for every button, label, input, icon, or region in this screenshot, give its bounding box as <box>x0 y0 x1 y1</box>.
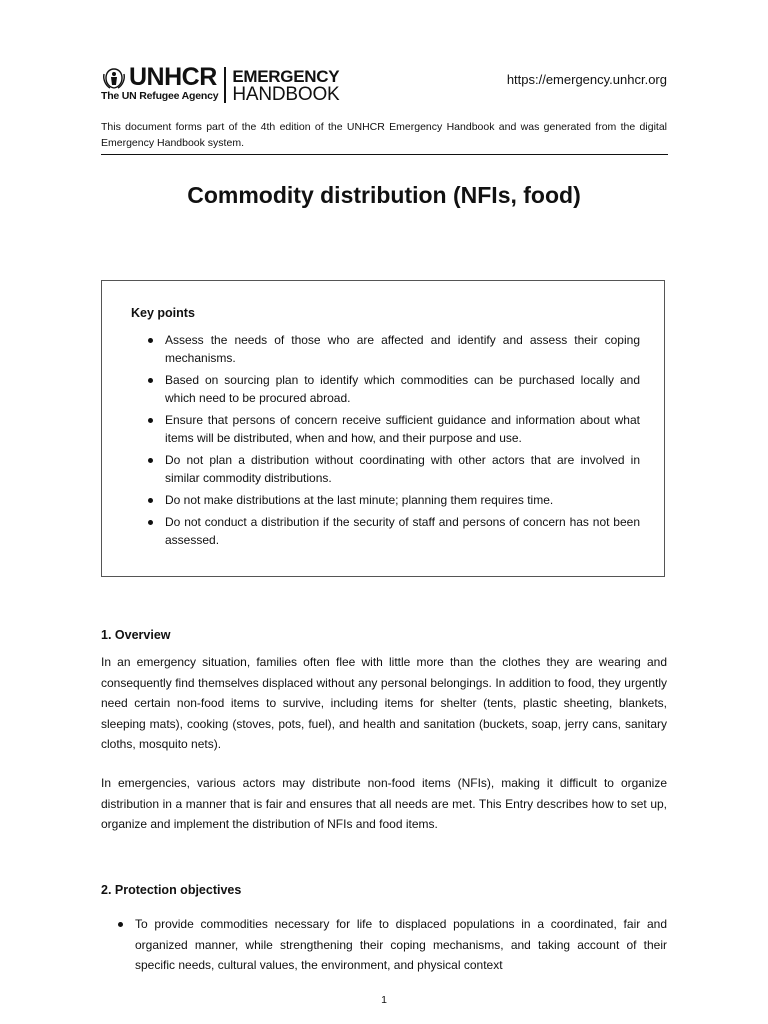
key-point-text: Based on sourcing plan to identify which commodities can be purchased locally and which need to be procured abroad. <box>165 373 640 405</box>
bullet-icon <box>148 418 153 423</box>
key-points-box <box>101 280 665 577</box>
bullet-icon <box>148 520 153 525</box>
protection-objectives-list <box>118 914 667 976</box>
unhcr-emergency-handbook-logo <box>101 64 340 104</box>
intro-note: This document forms part of the 4th edition of the UNHCR Emergency Handbook and was generated from the digital Emergency Handbook system. <box>101 121 667 149</box>
org-name: UNHCR <box>129 63 217 91</box>
key-point-text: Ensure that persons of concern receive sufficient guidance and information about what items will be distributed, when and how, and their purpose and use. <box>165 413 640 445</box>
overview-heading: 1. Overview <box>101 628 171 642</box>
logo-divider <box>224 67 226 103</box>
overview-paragraph: In an emergency situation, families often flee with little more than the clothes they are wearing and consequently find themselves displaced without any personal belongings. In addition to food, they urgently need certain non-food items to survive, including items for shelter (tents, plastic sheeting, blankets, sleeping mats), cooking (stoves, pots, fuel), and health and sanitation (buckets, soap, jerry cans, sanitary cloths, mosquito nets). <box>101 655 667 751</box>
key-point-item <box>148 491 640 509</box>
bullet-icon <box>148 338 153 343</box>
protection-objectives-heading: 2. Protection objectives <box>101 883 242 897</box>
handbook-name-line2: HANDBOOK <box>232 84 340 105</box>
key-point-text: Do not conduct a distribution if the security of staff and persons of concern has not been assessed. <box>165 515 640 547</box>
bullet-icon <box>148 458 153 463</box>
bullet-icon <box>148 498 153 503</box>
key-point-text: Do not plan a distribution without coordinating with other actors that are involved in similar commodity distributions. <box>165 453 640 485</box>
header-divider <box>101 154 668 155</box>
protection-objective-item <box>118 914 667 976</box>
handbook-name-block <box>232 64 339 104</box>
key-point-text: Do not make distributions at the last minute; planning them requires time. <box>165 493 554 507</box>
org-tagline: The UN Refugee Agency <box>101 90 219 102</box>
key-point-item <box>148 331 640 367</box>
key-points-list <box>148 331 640 553</box>
overview-paragraph: In emergencies, various actors may distribute non-food items (NFIs), making it difficult to organize distribution in a manner that is fair and ensures that all needs are met. This Entry describes how to set up, organize and implement the distribution of NFIs and food items. <box>101 776 667 831</box>
key-point-text: Assess the needs of those who are affected and identify and assess their coping mechanisms. <box>165 333 640 365</box>
bullet-icon <box>148 378 153 383</box>
page-number: 1 <box>381 994 387 1006</box>
key-point-item <box>148 513 640 549</box>
page-header <box>101 64 667 106</box>
handbook-name-line1: EMERGENCY <box>232 67 340 86</box>
key-point-item <box>148 371 640 407</box>
key-point-item <box>148 411 640 447</box>
key-point-item <box>148 451 640 487</box>
bullet-icon <box>118 922 123 927</box>
protection-objective-text: To provide commodities necessary for life to displaced populations in a coordinated, fair and organized manner, while strengthening their coping mechanisms, and taking account of their specific needs, cultural values, the environment, and physical context <box>135 917 667 972</box>
org-name-block <box>101 63 219 102</box>
key-points-heading: Key points <box>131 306 195 320</box>
page-title: Commodity distribution (NFIs, food) <box>187 182 581 208</box>
site-url-link[interactable]: https://emergency.unhcr.org <box>506 72 667 87</box>
unhcr-emblem-icon <box>101 65 127 91</box>
